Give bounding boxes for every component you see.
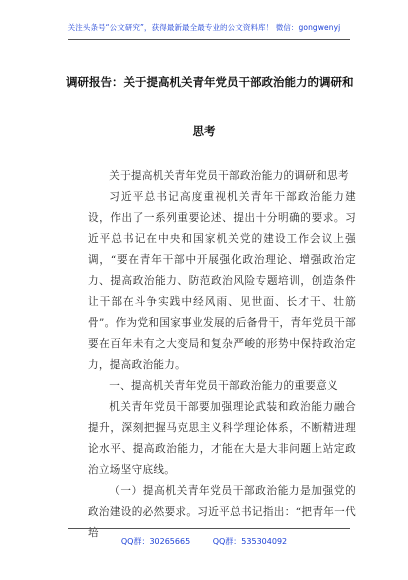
- body-paragraph: 习近平总书记高度重视机关青年干部政治能力建设，作出了一系列重要论述、提出十分明确的要求。习近平总书记在中央和国家机关党的建设工作会议上强调，“要在青年干部中开展强化政治理论、增强政治定力、提高政治能力、防范政治风险专题培训，创造条件让干部在斗争实践中经风雨、见世面、长才干、壮筋骨”。作为党和国家事业发展的后备骨干，青年党员干部要在百年未有之大变局和复杂严峻的形势中保持政治定力，提高政治能力。: [88, 191, 356, 371]
- header-note: 关注头条号“公文研究”，获得最新最全最专业的公文资料库！ 微信：gongwenyj: [67, 23, 341, 32]
- document-body: [88, 166, 356, 544]
- footer-divider: [68, 528, 350, 529]
- section-heading: 一、提高机关青年党员干部政治能力的重要意义: [109, 380, 338, 392]
- body-paragraph: 机关青年党员干部要加强理论武装和政治能力融合提升，深刻把握马克思主义科学理论体系，不断精进理论水平、提高政治能力，才能在大是大非问题上站定政治立场坚守底线。: [88, 401, 356, 476]
- footer-qq-group-2: QQ群：535304092: [212, 537, 288, 546]
- document-title-continued: 思考: [192, 124, 216, 138]
- footer: [0, 536, 408, 547]
- body-paragraph-subtitle: 关于提高机关青年党员干部政治能力的调研和思考: [109, 170, 349, 182]
- header-divider: [68, 39, 350, 40]
- footer-qq-group-1: QQ群：30265665: [120, 537, 191, 546]
- body-paragraph: （一）提高机关青年党员干部政治能力是加强党的政治建设的必然要求。习近平总书记指出：“把青年一代培: [88, 485, 356, 539]
- document-title: 调研报告：关于提高机关青年党员干部政治能力的调研和: [66, 75, 354, 89]
